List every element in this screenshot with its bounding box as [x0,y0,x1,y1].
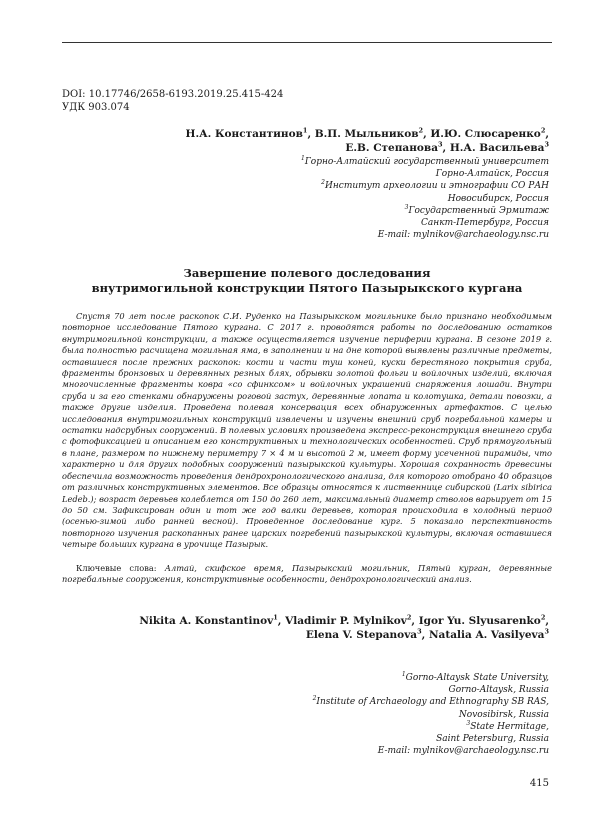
authors-en [89,614,549,642]
author-sep: , [421,629,429,641]
udc-line: УДК 903.074 [62,102,130,113]
author-ru-name: И.Ю. Слюсаренко [430,128,541,140]
title-line: Завершение полевого доследования [183,266,431,280]
affiliation-line: Gorno-Altaysk, Russia [448,685,549,696]
affiliation-line: $^3$State Hermitage, [466,719,549,732]
abstract: Спустя 70 лет после раскопок С.И. Руденко на Пазырыкском могильнике было признано необходимым повторное исследование Пятого кургана. С 2017 г. проводятся работы по доследованию остатков внутримогильной конструкции, а также осуществляется изучение периферии кургана. В сезоне 2019 г. была полностью расчищена могильная яма, в заполнении и на дне которой выявлены различные предметы, оставшиеся после прежних раскопок: кости и части туш коней, куски берестяного покрытия сруба, фрагменты бронзовых и деревянных резных блях, обрывки золотой фольги и войлочных изделий, включая многочисленные фрагменты ковра «со сфинксом» и войлочных украшений снаряжения лошади. Внутри сруба и за его стенками обнаружены роговой застух, деревянные лопата и колотушка, детали повозки, а также другие изделия. Проведена полевая консервация всех обнаруженных артефактов. С целью исследования внутримогильных конструкций извлечены и изучены внешний сруб погребальной камеры и остатки надсрубных сооружений. В полевых условиях произведена экспресс-реконструкция внешнего сруба с фотофиксацией и описанием его конструктивных и технологических особенностей. Сруб прямоугольный в плане, размером по нижнему периметру 7 × 4 м и высотой 2 м, имеет форму усеченной пирамиды, что характерно и для других подобных сооружений пазырыкской культуры. Хорошая сохранность древесины обеспечила возможность проведения дендрохронологического анализа, для которого отобрано 40 образцов от различных конструктивных элементов. Все образцы относятся к лиственнице сибирской (Larix sibirica Ledeb.); возраст деревьев колеблется от 150 до 260 лет, максимальный диаметр стволов варьирует от 15 до 50 см. Зафиксирован один и тот же год валки деревьев, которая происходила в холодный период (осенью-зимой либо ранней весной). Проведенное доследование кург. 5 показало перспективность повторного изучения раскопанных ранее царских погребений пазырыкской культуры, включая оставшиеся четыре больших кургана в урочище Пазырык. [62,311,552,550]
article-title [62,266,552,296]
author-sup: 2 [540,126,546,135]
affiliation-line: $^1$Gorno-Altaysk State University, [401,671,549,683]
author-en-name: Vladimir P. Mylnikov [285,615,407,627]
author-ru-name: В.П. Мыльников [314,128,419,140]
authors-ru-line-1 [109,127,549,141]
affiliations-ru [109,156,549,241]
author-sup: 3 [544,140,549,149]
author-sep: , [545,615,549,627]
affiliation-line: $^2$Institute of Archaeology and Ethnography SB RAS, [312,695,549,708]
affiliation-line: $^1$Горно-Алтайский государственный университет [300,155,549,167]
author-sep: , [545,128,549,140]
keywords [62,563,552,586]
author-sep: , [307,128,315,140]
affiliation-line: Горно-Алтайск, Россия [435,169,549,180]
author-sup: 1 [273,613,278,622]
author-sep: , [411,615,419,627]
affiliations-en [109,672,549,757]
article-meta [62,88,283,114]
authors-ru [109,127,549,155]
author-ru-name: Н.А. Константинов [185,128,303,140]
doi-line[interactable]: DOI: 10.17746/2658-6193.2019.25.415-424 [62,89,284,100]
affiliation-line: Saint Petersburg, Russia [436,734,549,745]
author-sup: 2 [406,613,412,622]
affiliation-line: Novosibirsk, Russia [458,709,549,720]
author-sup: 2 [418,126,424,135]
affiliation-line: Новосибирск, Россия [447,193,549,204]
email-line[interactable]: E-mail: mylnikov@archaeology.nsc.ru [377,230,549,241]
authors-en-line-1 [89,614,549,628]
author-en-name: Nikita A. Konstantinov [139,615,274,627]
authors-ru-line-2 [109,141,549,155]
author-sup: 3 [417,627,422,636]
header-rule [62,42,552,43]
author-sup: 3 [438,140,443,149]
email-line[interactable]: E-mail: mylnikov@archaeology.nsc.ru [377,746,549,757]
author-ru-name: Н.А. Васильева [449,142,545,154]
authors-en-line-2 [89,628,549,642]
author-sup: 3 [544,627,549,636]
affiliation-line: $^2$Институт археологии и этнографии СО РАН [321,179,549,192]
author-sep: , [442,142,450,154]
affiliation-line: $^3$Государственный Эрмитаж [404,203,549,216]
author-en-name: Igor Yu. Slyusarenko [418,615,541,627]
author-en-name: Natalia A. Vasilyeva [428,629,545,641]
affiliation-line: Санкт-Петербург, Россия [421,218,549,229]
keywords-text: Алтай, скифское время, Пазырыкский могильник, Пятый курган, деревянные погребальные сооружения, конструктивные особенности, дендрохронологический анализ. [62,563,552,585]
author-ru-name: Е.В. Степанова [345,142,439,154]
title-line: внутримогильной конструкции Пятого Пазырыкского кургана [91,281,523,295]
page-number: 415 [529,778,549,789]
author-sup: 1 [302,126,308,135]
keywords-label: Ключевые слова: [76,563,157,573]
author-sup: 2 [540,613,546,622]
author-sep: , [277,615,286,627]
author-en-name: Elena V. Stepanova [305,629,418,641]
author-sep: , [423,128,431,140]
